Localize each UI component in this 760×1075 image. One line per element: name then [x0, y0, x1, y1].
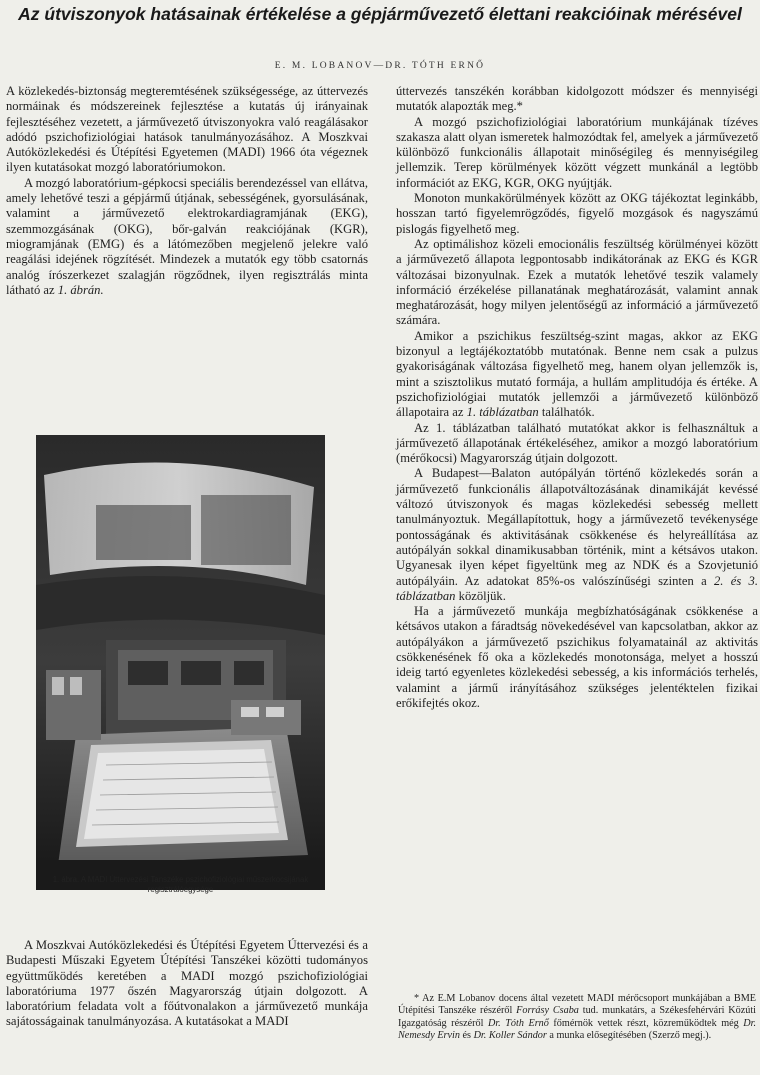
footnote-name-3: Dr. Nemesdy Ervin: [398, 1017, 757, 1042]
right-paragraph-6: Az 1. táblázatban található mutatókat akkor is felhasználtuk a járművezető állapotának értékeléséhez, amikor a mozgó laboratórium (mérőkocsi) Magyarország útjain dolgozott.: [396, 420, 758, 466]
left-column-bottom: [6, 938, 368, 1030]
figure-caption: 1. ábra. A MADI Úttervezési Tanszéke pszichofiziológiai műszerkocsijának regisztrálóegysége: [52, 875, 309, 894]
right-paragraph-3: Monoton munkakörülmények között az OKG tájékoztat leginkább, hosszan tartó figyelemrögződés, figyelő mozgások és nagyszámú pislogás figyelhető meg.: [396, 191, 758, 236]
left-paragraph-3: A Moszkvai Autóközlekedési és Útépítési Egyetem Úttervezési és a Budapesti Műszaki Egyetem Útépítési Tanszékei közötti tudományos együttműködés keretében a MADI mozgó pszichofiziológiai laboratóriuma 1977 őszén Magyarország útjain dolgozott. A laboratórium feladata volt a főútvonalakon a járművezető munkája sajátosságainak tanulmányozása. A kutatásokat a MADI: [6, 938, 368, 1029]
figure-photo: [36, 435, 325, 890]
left-paragraph-2: [6, 176, 368, 298]
footnote-part-a: * Az E.M Lobanov docens által vezetett MADI mérőcsoport munkájában a BME Útépítési Tanszéke részéről: [398, 993, 756, 1017]
table-2-3-reference: 2. és 3. táblázatban: [396, 573, 758, 603]
left-paragraph-2-text: A mozgó laboratórium-gépkocsi speciális berendezéssel van ellátva, amely lehetővé teszi a gépjármű útjának, sebességének, gyorsulásának, valamint a járművezető elektrokardiagramjának (EKG), szemmozgásának (OKG), bőr-galván reakciójának (KGR), miogramjának (EMG) és a látómezőben megjelenő jelekre való reagálási idejének rögzítését. Mindezek a mutatók egy több csatornás analóg írószerkezet szalagján rögződnek, ilyen regisztrálás minta látható az: [6, 175, 368, 297]
table-1-reference: 1. táblázatban: [466, 405, 539, 420]
footnote-text: [398, 993, 756, 1043]
left-paragraph-1: A közlekedés-biztonság megteremtésének szükségessége, az úttervezés normáinak és módszereinek fejlesztése a kutatás új irányainak fejlesztéséhez vezetett, a járművezető útviszonyokra való reagálásakor adódó pszichofiziológiai hatások tanulmányozásához. A Moszkvai Autóközlekedési és Útépítési Egyetemen (MADI) 1966 óta végeznek ilyen kutatásokat mozgó laboratóriumokon.: [6, 84, 368, 175]
right-column: [396, 84, 758, 711]
footnote-part-c: főmérnök vettek részt, közreműködtek még: [553, 1017, 739, 1029]
footnote-part-b: tud. munkatárs, a Székesfehérvári Közúti Igazgatóság részéről: [398, 1005, 757, 1029]
figure-reference: 1. ábrán.: [57, 282, 104, 297]
right-paragraph-4: Az optimálishoz közeli emocionális feszültség körülményei között a járművezető állapota legpontosabb indikátorának az EKG és KGR változásai bizonyulnak. Ezek a mutatók lehetővé teszik valamely információ érzékelése pillanatának meghatározását, valamint annak meghatározását, hogy milyen jelentőségű az információ a járművezető számára.: [396, 236, 758, 328]
left-column: [6, 84, 368, 298]
right-paragraph-1: úttervezés tanszékén korábban kidolgozott módszer és mennyiségi mutatók alapozták meg.*: [396, 84, 758, 114]
right-paragraph-7: [396, 466, 758, 604]
right-paragraph-8: Ha a járművezető munkája megbízhatóságának csökkenése a kétsávos utakon a fáradtság növekedésével van kapcsolatban, akkor az autópályákon a járművezető pszichikus folyamatainál az aktivitás csökkenésének fő oka a közlekedés monotonsága, melyet a hosszú ideig tartó egyenletes közlekedési sebesség, a kis információs terhelés, valamint a jármű irányításához szükséges jelentéktelen fizikai erőkifejtés okoz.: [396, 604, 758, 710]
article-authors: E. M. LOBANOV—DR. TÓTH ERNŐ: [274, 61, 486, 71]
footnote-part-d: és: [462, 1030, 472, 1042]
recording-unit-photo: [36, 435, 325, 890]
footnote: [398, 993, 756, 1043]
footnote-name-2: Dr. Tóth Ernő: [487, 1017, 549, 1029]
right-paragraph-7-text-a: A Budapest—Balaton autópályán történő közlekedés során a járművezető funkcionális állapotváltozásának dinamikáját kevéssé változó útviszonyok és magas közlekedési sebesség mellett tanulmányoztuk. Megállapítottuk, hogy a járművezető tevékenysége pontosságának és aktivitásának csökkenése és helyreállítása az autópályán sokkal dinamikusabban történik, mint a kétsávos utakon. Ugyanesak ilyen képet figyeltünk meg az NDK és a Szovjetunió autópályáin. Az adatokat 85%-os valószínűségi szinten a: [396, 466, 758, 588]
footnote-part-e: a munka elősegítésében (Szerző megj.).: [549, 1030, 712, 1042]
right-paragraph-5: [396, 329, 758, 421]
right-paragraph-2: A mozgó pszichofiziológiai laboratórium munkájának tízéves szakasza alatt olyan ismeretek halmozódtak fel, amelyek a járművezető különböző funkcionális állapotait minőségileg és mennyiségileg jellemzik. Terep körülmények között végzett munkánál a legtöbb információt az EKG, KGR, OKG nyújtják.: [396, 114, 758, 190]
article-title: Az útviszonyok hatásainak értékelése a gépjárművezető élettani reakcióinak mérésével: [18, 4, 742, 24]
footnote-name-4: Dr. Koller Sándor: [473, 1030, 547, 1042]
right-paragraph-7-text-b: közöljük.: [458, 588, 506, 603]
right-paragraph-5-text-b: találhatók.: [541, 405, 595, 420]
right-paragraph-5-text-a: Amikor a pszichikus feszültség-szint magas, akkor az EKG bizonyul a legtájékoztatóbb mutatónak. Benne nem csak a pulzus gyakoriságának változása figyelhető meg, hanem olyan jellemzők is, mint a szisztolikus mutató formája, a hullám amplitudója és értéke. A pszichofiziológiai mutatók jellemzői a járművezető különböző állapotaira az: [396, 328, 758, 420]
footnote-name-1: Forrásy Csaba: [516, 1005, 579, 1017]
